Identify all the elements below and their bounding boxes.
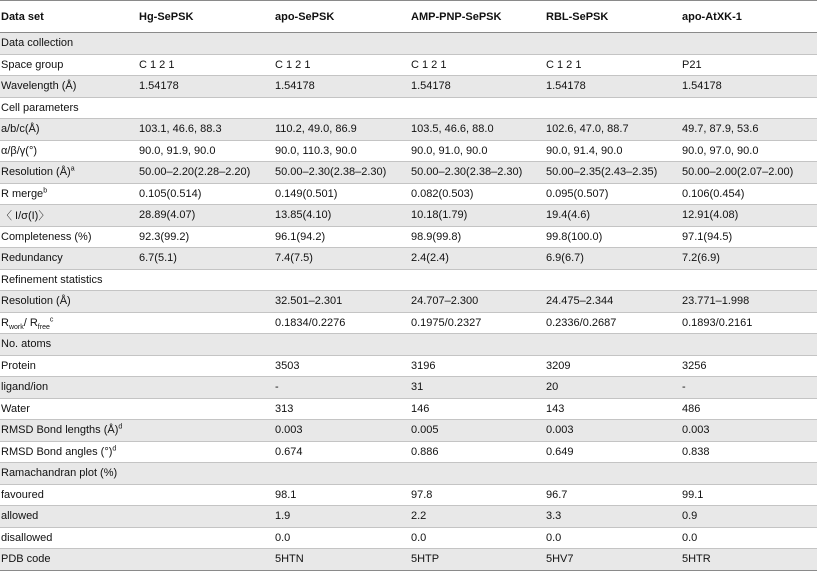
footnote-marker: a xyxy=(70,165,75,173)
table-row xyxy=(0,334,817,356)
row-label-text: Protein xyxy=(1,359,36,372)
table-cell: 50.00–2.30(2.38–2.30) xyxy=(411,166,523,179)
row-label-text: allowed xyxy=(1,510,39,523)
table-cell: 13.85(4.10) xyxy=(275,209,332,222)
row-label-part: c xyxy=(49,316,54,324)
table-cell: 31 xyxy=(411,381,424,394)
table-cell xyxy=(136,377,272,399)
table-cell xyxy=(679,463,817,485)
table-cell xyxy=(408,33,543,55)
table-cell: 99.8(100.0) xyxy=(546,230,603,243)
table-cell: P21 xyxy=(682,58,702,71)
row-label xyxy=(0,334,136,356)
table-row xyxy=(0,420,817,442)
table-cell: 50.00–2.35(2.43–2.35) xyxy=(546,166,658,179)
table-cell: 20 xyxy=(546,381,559,394)
table-cell: 97.8 xyxy=(411,488,433,501)
table-cell xyxy=(543,463,679,485)
table-cell: 90.0, 97.0, 90.0 xyxy=(682,144,759,157)
table-cell: 23.771–1.998 xyxy=(682,295,750,308)
table-cell: 90.0, 91.0, 90.0 xyxy=(411,144,488,157)
table-row xyxy=(0,312,817,334)
row-label-text: Redundancy xyxy=(1,252,63,265)
row-label xyxy=(0,76,136,98)
row-label xyxy=(0,355,136,377)
row-label-text: Space group xyxy=(1,58,64,71)
table-cell: 6.9(6.7) xyxy=(546,252,584,265)
table-cell: 0.005 xyxy=(411,424,439,437)
table-cell: 1.54178 xyxy=(411,80,451,93)
row-label xyxy=(0,248,136,270)
table-header xyxy=(0,1,817,33)
table-cell xyxy=(679,269,817,291)
header-rbl-sepsk: RBL-SePSK xyxy=(546,10,609,23)
table-cell: 28.89(4.07) xyxy=(139,209,196,222)
table-cell xyxy=(272,269,408,291)
table-cell xyxy=(136,355,272,377)
row-label xyxy=(0,183,136,205)
table-cell: 0.095(0.507) xyxy=(546,187,609,200)
table-cell xyxy=(272,463,408,485)
table-cell: 0.003 xyxy=(546,424,574,437)
table-cell: 1.54178 xyxy=(139,80,179,93)
row-label-text: a/b/c(Å) xyxy=(1,123,40,136)
row-label-text: α/β/γ(°) xyxy=(1,144,38,157)
table-row xyxy=(0,291,817,313)
row-label xyxy=(0,377,136,399)
header-apo-atxk-1: apo-AtXK-1 xyxy=(682,10,742,23)
table-cell: 3.3 xyxy=(546,510,562,523)
footnote-marker: d xyxy=(118,423,123,431)
table-row xyxy=(0,33,817,55)
row-label xyxy=(0,463,136,485)
row-label xyxy=(0,291,136,313)
table-cell xyxy=(136,334,272,356)
table-row xyxy=(0,398,817,420)
table-row xyxy=(0,97,817,119)
table-cell: 3256 xyxy=(682,359,707,372)
row-label xyxy=(0,484,136,506)
table-cell: 96.1(94.2) xyxy=(275,230,326,243)
table-cell: 146 xyxy=(411,402,430,415)
table-cell: 0.0 xyxy=(411,531,427,544)
table-cell: 24.475–2.344 xyxy=(546,295,614,308)
table-cell: 103.1, 46.6, 88.3 xyxy=(139,123,222,136)
table-cell xyxy=(136,463,272,485)
table-cell: 1.54178 xyxy=(682,80,722,93)
table-cell xyxy=(408,269,543,291)
table-row xyxy=(0,140,817,162)
table-cell xyxy=(543,97,679,119)
table-cell xyxy=(136,484,272,506)
table-cell xyxy=(679,334,817,356)
footnote-marker: d xyxy=(112,445,117,453)
row-label-part: work xyxy=(8,323,24,331)
table-cell: 0.0 xyxy=(546,531,562,544)
row-label-text: ligand/ion xyxy=(1,381,49,394)
table-cell xyxy=(543,33,679,55)
row-label xyxy=(0,162,136,184)
table-cell: 0.838 xyxy=(682,445,710,458)
table-cell: 102.6, 47.0, 88.7 xyxy=(546,123,629,136)
table-cell xyxy=(136,291,272,313)
table-cell: 2.4(2.4) xyxy=(411,252,449,265)
table-cell xyxy=(136,527,272,549)
row-label-part: free xyxy=(37,323,50,331)
row-label-text: PDB code xyxy=(1,553,51,566)
row-label-text: Resolution (Å) xyxy=(1,166,71,179)
table-cell: - xyxy=(682,381,686,394)
row-label xyxy=(0,97,136,119)
table-cell: 143 xyxy=(546,402,565,415)
table-cell: 486 xyxy=(682,402,701,415)
table-cell: 0.9 xyxy=(682,510,698,523)
table-cell xyxy=(136,97,272,119)
table-cell: 90.0, 110.3, 90.0 xyxy=(275,144,357,157)
row-label xyxy=(0,269,136,291)
table-cell: 5HTP xyxy=(411,553,440,566)
table-cell: 0.2336/0.2687 xyxy=(546,316,617,329)
table-cell: 98.9(99.8) xyxy=(411,230,462,243)
table-cell: 5HTN xyxy=(275,553,304,566)
table-cell: 12.91(4.08) xyxy=(682,209,739,222)
table-row xyxy=(0,527,817,549)
table-cell: C 1 2 1 xyxy=(275,58,311,71)
table-cell: 0.886 xyxy=(411,445,439,458)
table-cell xyxy=(136,269,272,291)
table-cell: 5HV7 xyxy=(546,553,574,566)
table-cell: 5HTR xyxy=(682,553,711,566)
table-cell: 50.00–2.00(2.07–2.00) xyxy=(682,166,794,179)
table-cell xyxy=(543,269,679,291)
row-label-text: Ramachandran plot (%) xyxy=(1,467,118,480)
table-cell: C 1 2 1 xyxy=(546,58,582,71)
table-cell: 32.501–2.301 xyxy=(275,295,343,308)
table-cell: 7.4(7.5) xyxy=(275,252,313,265)
table-cell: 103.5, 46.6, 88.0 xyxy=(411,123,494,136)
row-label xyxy=(0,33,136,55)
table-cell xyxy=(543,334,679,356)
table-cell: C 1 2 1 xyxy=(411,58,447,71)
table-cell: 0.1975/0.2327 xyxy=(411,316,482,329)
table-cell: 0.105(0.514) xyxy=(139,187,202,200)
table-cell: 0.003 xyxy=(275,424,303,437)
row-label-text: R merge xyxy=(1,187,44,200)
table-cell xyxy=(136,506,272,528)
table-row xyxy=(0,441,817,463)
row-label xyxy=(0,549,136,571)
row-label-text: 〈 I/σ(I)〉 xyxy=(1,210,50,223)
row-label xyxy=(0,205,136,227)
table-row xyxy=(0,226,817,248)
row-label-text: RMSD Bond angles (°) xyxy=(1,445,113,458)
table-cell xyxy=(272,97,408,119)
row-label xyxy=(0,119,136,141)
row-label-text: Cell parameters xyxy=(1,101,79,114)
table-cell xyxy=(272,33,408,55)
row-label-text: Resolution (Å) xyxy=(1,295,71,308)
table-cell xyxy=(136,33,272,55)
table-cell: 110.2, 49.0, 86.9 xyxy=(275,123,357,136)
table-cell: 0.649 xyxy=(546,445,574,458)
table-cell xyxy=(136,441,272,463)
table-cell: 0.674 xyxy=(275,445,303,458)
table-row xyxy=(0,484,817,506)
table-cell: 7.2(6.9) xyxy=(682,252,720,265)
header-row xyxy=(0,1,817,33)
table-cell xyxy=(136,398,272,420)
row-label-text: No. atoms xyxy=(1,338,52,351)
table-cell: 3209 xyxy=(546,359,571,372)
table-body xyxy=(0,33,817,571)
table-row xyxy=(0,54,817,76)
table-cell: 0.1834/0.2276 xyxy=(275,316,346,329)
table-cell: 98.1 xyxy=(275,488,297,501)
table-cell: 313 xyxy=(275,402,294,415)
table-cell xyxy=(136,312,272,334)
table-row xyxy=(0,183,817,205)
table-row xyxy=(0,463,817,485)
table-cell: 49.7, 87.9, 53.6 xyxy=(682,123,759,136)
row-label xyxy=(0,226,136,248)
table-cell: 92.3(99.2) xyxy=(139,230,190,243)
table-row xyxy=(0,377,817,399)
table-cell: 0.082(0.503) xyxy=(411,187,474,200)
table-cell: 1.54178 xyxy=(546,80,586,93)
row-label xyxy=(0,441,136,463)
row-label-text: Data collection xyxy=(1,37,74,50)
table-row xyxy=(0,248,817,270)
table-cell: 0.0 xyxy=(275,531,291,544)
header-data-set: Data set xyxy=(1,10,44,23)
table-cell: 19.4(4.6) xyxy=(546,209,591,222)
table-cell: 3196 xyxy=(411,359,436,372)
row-label xyxy=(0,527,136,549)
table-cell: 6.7(5.1) xyxy=(139,252,177,265)
row-label-text: favoured xyxy=(1,488,44,501)
header-hg-sepsk: Hg-SePSK xyxy=(139,10,194,23)
row-label-text: Refinement statistics xyxy=(1,273,103,286)
table-row xyxy=(0,506,817,528)
table-cell xyxy=(679,33,817,55)
footnote-marker: b xyxy=(43,187,48,195)
table-cell: 50.00–2.30(2.38–2.30) xyxy=(275,166,387,179)
table-cell: - xyxy=(275,381,279,394)
header-amp-pnp-sepsk: AMP-PNP-SePSK xyxy=(411,10,502,23)
table-row xyxy=(0,549,817,571)
table-cell xyxy=(408,97,543,119)
table-row xyxy=(0,205,817,227)
table-cell: 0.1893/0.2161 xyxy=(682,316,753,329)
table-cell xyxy=(136,420,272,442)
table-cell: 97.1(94.5) xyxy=(682,230,733,243)
table-cell xyxy=(408,463,543,485)
table-row xyxy=(0,162,817,184)
table-cell: 90.0, 91.4, 90.0 xyxy=(546,144,623,157)
row-label xyxy=(0,54,136,76)
table-cell xyxy=(408,334,543,356)
row-label-part: R xyxy=(1,316,9,329)
table-cell: 1.9 xyxy=(275,510,291,523)
table-cell: 99.1 xyxy=(682,488,704,501)
row-label xyxy=(0,420,136,442)
table-cell xyxy=(272,334,408,356)
row-label xyxy=(0,140,136,162)
table-cell: 3503 xyxy=(275,359,300,372)
table-cell: 10.18(1.79) xyxy=(411,209,468,222)
table-cell: 24.707–2.300 xyxy=(411,295,479,308)
row-label xyxy=(0,398,136,420)
table-cell: 1.54178 xyxy=(275,80,315,93)
table-cell: 0.149(0.501) xyxy=(275,187,338,200)
row-label-text: Wavelength (Å) xyxy=(1,80,77,93)
row-label-text: disallowed xyxy=(1,531,53,544)
table-cell: 0.003 xyxy=(682,424,710,437)
row-label-text: Water xyxy=(1,402,30,415)
table-cell xyxy=(136,549,272,571)
table-cell: 96.7 xyxy=(546,488,568,501)
table-cell: 90.0, 91.9, 90.0 xyxy=(139,144,216,157)
table-row xyxy=(0,355,817,377)
row-label xyxy=(0,506,136,528)
header-apo-sepsk: apo-SePSK xyxy=(275,10,335,23)
table-row xyxy=(0,119,817,141)
table-cell: C 1 2 1 xyxy=(139,58,175,71)
table-row xyxy=(0,269,817,291)
table-cell xyxy=(679,97,817,119)
table-cell: 50.00–2.20(2.28–2.20) xyxy=(139,166,251,179)
row-label-text: RMSD Bond lengths (Å) xyxy=(1,424,119,437)
row-label-text: Completeness (%) xyxy=(1,230,92,243)
row-label xyxy=(0,312,136,334)
table-cell: 0.0 xyxy=(682,531,698,544)
table-cell: 0.106(0.454) xyxy=(682,187,745,200)
table-row xyxy=(0,76,817,98)
row-label-part: / R xyxy=(23,316,38,329)
table-cell: 2.2 xyxy=(411,510,427,523)
